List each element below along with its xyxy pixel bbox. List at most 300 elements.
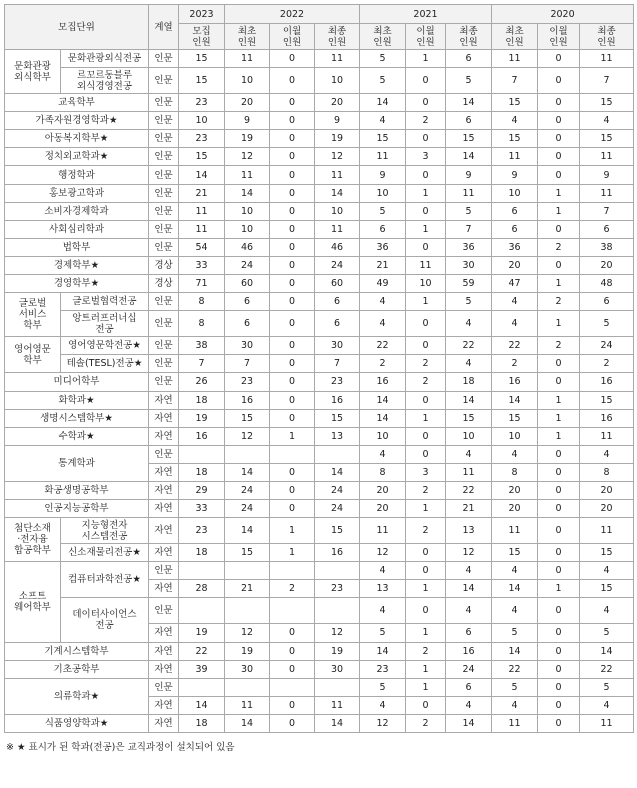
value-cell: 14	[315, 184, 360, 202]
table-row	[5, 220, 634, 238]
group-cell: 글로벌 서비스 학부	[5, 293, 61, 337]
value-cell: 11	[315, 696, 360, 714]
value-cell: 4	[580, 598, 634, 624]
value-cell: 2	[406, 481, 446, 499]
value-cell: 2	[406, 714, 446, 732]
value-cell: 11	[406, 256, 446, 274]
value-cell: 4	[492, 562, 538, 580]
value-cell: 0	[406, 427, 446, 445]
table-row	[5, 427, 634, 445]
value-cell: 9	[315, 112, 360, 130]
value-cell: 0	[538, 696, 580, 714]
value-cell: 0	[270, 238, 315, 256]
value-cell: 20	[580, 256, 634, 274]
track-cell: 자연	[149, 481, 179, 499]
value-cell: 14	[225, 463, 270, 481]
value-cell: 21	[179, 184, 225, 202]
value-cell: 6	[446, 50, 492, 68]
value-cell: 2	[538, 238, 580, 256]
value-cell: 5	[446, 68, 492, 94]
value-cell: 13	[315, 427, 360, 445]
value-cell: 11	[360, 518, 406, 544]
value-cell: 2	[580, 355, 634, 373]
value-cell: 14	[360, 409, 406, 427]
value-cell	[270, 598, 315, 624]
table-row	[5, 562, 634, 580]
track-cell: 인문	[149, 311, 179, 337]
table-row	[5, 373, 634, 391]
value-cell: 36	[492, 238, 538, 256]
value-cell: 24	[225, 256, 270, 274]
value-cell: 0	[538, 678, 580, 696]
table-row	[5, 130, 634, 148]
value-cell: 59	[446, 275, 492, 293]
value-cell	[179, 562, 225, 580]
track-cell: 자연	[149, 580, 179, 598]
value-cell: 1	[538, 391, 580, 409]
value-cell: 19	[315, 642, 360, 660]
value-cell: 10	[225, 68, 270, 94]
value-cell: 15	[580, 580, 634, 598]
track-cell: 자연	[149, 624, 179, 642]
value-cell: 4	[360, 293, 406, 311]
value-cell: 11	[492, 518, 538, 544]
track-cell: 인문	[149, 445, 179, 463]
dept-cell: 정치외교학과★	[5, 148, 149, 166]
value-cell: 30	[315, 337, 360, 355]
value-cell: 11	[446, 463, 492, 481]
table-row	[5, 481, 634, 499]
value-cell: 14	[315, 463, 360, 481]
table-row	[5, 445, 634, 463]
value-cell: 22	[446, 481, 492, 499]
value-cell: 14	[225, 518, 270, 544]
table-row	[5, 293, 634, 311]
value-cell: 0	[270, 94, 315, 112]
value-cell: 15	[179, 148, 225, 166]
value-cell: 4	[492, 598, 538, 624]
value-cell: 4	[446, 562, 492, 580]
value-cell: 24	[225, 500, 270, 518]
value-cell: 1	[406, 293, 446, 311]
value-cell: 5	[360, 624, 406, 642]
value-cell: 36	[446, 238, 492, 256]
value-cell: 23	[360, 660, 406, 678]
value-cell: 20	[492, 256, 538, 274]
value-cell: 4	[580, 562, 634, 580]
value-cell: 6	[580, 293, 634, 311]
table-body	[5, 50, 634, 733]
value-cell: 11	[492, 714, 538, 732]
value-cell: 2	[270, 580, 315, 598]
value-cell: 0	[270, 184, 315, 202]
value-cell: 4	[446, 696, 492, 714]
value-cell: 14	[225, 184, 270, 202]
value-cell: 14	[360, 391, 406, 409]
value-cell: 1	[538, 184, 580, 202]
value-cell: 0	[538, 518, 580, 544]
value-cell: 8	[179, 311, 225, 337]
track-cell: 자연	[149, 391, 179, 409]
value-cell: 0	[270, 275, 315, 293]
value-cell: 1	[406, 50, 446, 68]
value-cell: 12	[360, 714, 406, 732]
value-cell: 1	[538, 409, 580, 427]
value-cell: 0	[270, 696, 315, 714]
value-cell: 11	[179, 202, 225, 220]
value-cell: 0	[270, 373, 315, 391]
value-cell: 20	[580, 481, 634, 499]
value-cell	[315, 598, 360, 624]
value-cell: 4	[446, 598, 492, 624]
value-cell: 2	[406, 642, 446, 660]
value-cell: 0	[270, 463, 315, 481]
track-cell: 인문	[149, 355, 179, 373]
value-cell: 39	[179, 660, 225, 678]
value-cell: 16	[315, 391, 360, 409]
value-cell: 6	[315, 311, 360, 337]
value-cell: 2	[492, 355, 538, 373]
track-cell: 인문	[149, 166, 179, 184]
value-cell: 1	[406, 624, 446, 642]
subheader-2023-quota: 모집 인원	[179, 24, 225, 50]
value-cell: 7	[492, 68, 538, 94]
dept-cell: 테솔(TESL)전공★	[61, 355, 149, 373]
value-cell: 1	[406, 660, 446, 678]
value-cell: 30	[315, 660, 360, 678]
value-cell: 0	[270, 112, 315, 130]
dept-cell: 아동복지학부★	[5, 130, 149, 148]
track-cell: 자연	[149, 714, 179, 732]
value-cell: 22	[492, 337, 538, 355]
value-cell: 20	[492, 500, 538, 518]
value-cell: 0	[406, 598, 446, 624]
value-cell: 1	[538, 427, 580, 445]
value-cell: 18	[179, 544, 225, 562]
value-cell: 11	[225, 166, 270, 184]
value-cell: 0	[270, 293, 315, 311]
table-row	[5, 598, 634, 624]
value-cell: 15	[225, 544, 270, 562]
value-cell: 4	[360, 311, 406, 337]
dept-cell: 법학부	[5, 238, 149, 256]
track-cell: 인문	[149, 598, 179, 624]
value-cell: 0	[270, 409, 315, 427]
value-cell: 0	[538, 463, 580, 481]
value-cell: 5	[446, 293, 492, 311]
value-cell: 6	[225, 293, 270, 311]
value-cell: 14	[446, 94, 492, 112]
value-cell: 23	[179, 518, 225, 544]
value-cell: 1	[538, 202, 580, 220]
value-cell: 2	[538, 337, 580, 355]
dept-cell: 화학과★	[5, 391, 149, 409]
dept-cell: 경제학부★	[5, 256, 149, 274]
track-cell: 자연	[149, 642, 179, 660]
value-cell: 16	[225, 391, 270, 409]
value-cell: 4	[492, 293, 538, 311]
value-cell: 21	[360, 256, 406, 274]
value-cell: 15	[492, 130, 538, 148]
value-cell: 60	[225, 275, 270, 293]
value-cell: 0	[270, 500, 315, 518]
value-cell: 5	[580, 624, 634, 642]
value-cell: 2	[406, 518, 446, 544]
value-cell: 2	[406, 373, 446, 391]
value-cell: 48	[580, 275, 634, 293]
value-cell: 15	[446, 130, 492, 148]
value-cell: 0	[538, 714, 580, 732]
header-unit: 모집단위	[5, 5, 149, 50]
value-cell: 0	[406, 562, 446, 580]
value-cell: 5	[446, 202, 492, 220]
value-cell: 15	[315, 518, 360, 544]
group-cell: 소프트 웨어학부	[5, 562, 61, 642]
dept-cell: 앙트러프러너십 전공	[61, 311, 149, 337]
table-row	[5, 112, 634, 130]
value-cell: 0	[538, 94, 580, 112]
value-cell: 11	[360, 148, 406, 166]
dept-cell: 경영학부★	[5, 275, 149, 293]
subheader-2020-initial: 최초 인원	[492, 24, 538, 50]
value-cell: 14	[225, 714, 270, 732]
value-cell: 20	[225, 94, 270, 112]
value-cell: 12	[225, 148, 270, 166]
value-cell: 19	[179, 409, 225, 427]
value-cell: 19	[179, 624, 225, 642]
value-cell: 11	[225, 696, 270, 714]
value-cell: 3	[406, 463, 446, 481]
value-cell: 14	[315, 714, 360, 732]
value-cell	[179, 678, 225, 696]
value-cell: 1	[270, 544, 315, 562]
value-cell: 14	[580, 642, 634, 660]
value-cell: 1	[406, 184, 446, 202]
dept-cell: 수학과★	[5, 427, 149, 445]
value-cell: 22	[360, 337, 406, 355]
value-cell: 18	[446, 373, 492, 391]
value-cell: 12	[315, 148, 360, 166]
value-cell: 11	[179, 220, 225, 238]
dept-cell: 식품영양학과★	[5, 714, 149, 732]
value-cell: 0	[406, 696, 446, 714]
track-cell: 자연	[149, 660, 179, 678]
dept-cell: 기초공학부	[5, 660, 149, 678]
value-cell	[225, 678, 270, 696]
value-cell: 14	[492, 391, 538, 409]
value-cell: 0	[270, 311, 315, 337]
value-cell: 2	[406, 355, 446, 373]
value-cell: 0	[406, 202, 446, 220]
value-cell: 14	[492, 642, 538, 660]
group-cell: 첨단소재 ·전자융 합공학부	[5, 518, 61, 562]
value-cell: 0	[538, 112, 580, 130]
track-cell: 인문	[149, 50, 179, 68]
subheader-2021-carryover: 이월 인원	[406, 24, 446, 50]
value-cell: 0	[270, 355, 315, 373]
value-cell: 9	[492, 166, 538, 184]
value-cell: 15	[580, 544, 634, 562]
value-cell	[315, 445, 360, 463]
value-cell: 0	[270, 130, 315, 148]
value-cell: 4	[360, 696, 406, 714]
value-cell: 7	[580, 202, 634, 220]
value-cell: 9	[225, 112, 270, 130]
value-cell: 0	[538, 660, 580, 678]
dept-cell: 생명시스템학부★	[5, 409, 149, 427]
value-cell: 9	[446, 166, 492, 184]
value-cell: 0	[270, 624, 315, 642]
value-cell: 11	[580, 518, 634, 544]
track-cell: 경상	[149, 275, 179, 293]
dept-cell: 컴퓨터과학전공★	[61, 562, 149, 598]
track-cell: 인문	[149, 373, 179, 391]
footnote: ※ ★ 표시가 된 학과(전공)은 교직과정이 설치되어 있음	[6, 742, 235, 753]
group-cell: 영어영문 학부	[5, 337, 61, 373]
value-cell: 5	[360, 68, 406, 94]
header-year-2020: 2020	[492, 5, 634, 24]
value-cell: 4	[580, 696, 634, 714]
value-cell: 46	[225, 238, 270, 256]
value-cell: 15	[315, 409, 360, 427]
value-cell: 1	[270, 427, 315, 445]
value-cell: 1	[406, 409, 446, 427]
value-cell: 0	[538, 148, 580, 166]
value-cell: 14	[446, 148, 492, 166]
table-row	[5, 166, 634, 184]
value-cell: 0	[270, 256, 315, 274]
value-cell: 15	[179, 68, 225, 94]
track-cell: 인문	[149, 112, 179, 130]
table-row	[5, 355, 634, 373]
dept-cell: 르꼬르동블루 외식경영전공	[61, 68, 149, 94]
value-cell: 47	[492, 275, 538, 293]
header-year-2021: 2021	[360, 5, 492, 24]
value-cell: 15	[580, 391, 634, 409]
value-cell: 1	[406, 220, 446, 238]
value-cell: 6	[225, 311, 270, 337]
value-cell: 19	[315, 130, 360, 148]
value-cell: 5	[360, 678, 406, 696]
value-cell: 15	[360, 130, 406, 148]
value-cell: 24	[446, 660, 492, 678]
value-cell	[225, 445, 270, 463]
dept-cell: 영어영문학전공★	[61, 337, 149, 355]
dept-cell: 의류학과★	[5, 678, 149, 714]
value-cell: 11	[492, 50, 538, 68]
dept-cell: 행정학과	[5, 166, 149, 184]
value-cell	[225, 562, 270, 580]
value-cell: 18	[179, 463, 225, 481]
value-cell: 0	[538, 500, 580, 518]
dept-cell: 지능형전자 시스템전공	[61, 518, 149, 544]
subheader-2022-carryover: 이월 인원	[270, 24, 315, 50]
value-cell: 0	[538, 481, 580, 499]
value-cell: 5	[580, 311, 634, 337]
track-cell: 인문	[149, 94, 179, 112]
value-cell: 0	[538, 624, 580, 642]
value-cell: 0	[406, 166, 446, 184]
track-cell: 인문	[149, 238, 179, 256]
dept-cell: 홍보광고학과	[5, 184, 149, 202]
value-cell: 0	[406, 544, 446, 562]
value-cell	[225, 598, 270, 624]
value-cell: 38	[580, 238, 634, 256]
value-cell: 22	[492, 660, 538, 678]
track-cell: 자연	[149, 463, 179, 481]
value-cell: 0	[538, 562, 580, 580]
table-row	[5, 68, 634, 94]
value-cell	[315, 562, 360, 580]
table-row	[5, 275, 634, 293]
value-cell: 10	[360, 427, 406, 445]
subheader-2021-final: 최종 인원	[446, 24, 492, 50]
value-cell	[270, 678, 315, 696]
value-cell: 20	[315, 94, 360, 112]
value-cell: 15	[580, 94, 634, 112]
dept-cell: 문화관광외식전공	[61, 50, 149, 68]
value-cell: 23	[315, 580, 360, 598]
value-cell: 4	[492, 311, 538, 337]
value-cell: 10	[360, 184, 406, 202]
subheader-2020-final: 최종 인원	[580, 24, 634, 50]
subheader-2022-final: 최종 인원	[315, 24, 360, 50]
value-cell: 9	[360, 166, 406, 184]
value-cell: 0	[538, 373, 580, 391]
value-cell: 14	[446, 714, 492, 732]
value-cell: 1	[538, 275, 580, 293]
value-cell: 0	[270, 220, 315, 238]
value-cell: 28	[179, 580, 225, 598]
value-cell: 11	[580, 427, 634, 445]
track-cell: 자연	[149, 409, 179, 427]
subheader-2020-carryover: 이월 인원	[538, 24, 580, 50]
value-cell: 20	[492, 481, 538, 499]
value-cell: 11	[315, 220, 360, 238]
value-cell: 23	[315, 373, 360, 391]
table-row	[5, 391, 634, 409]
value-cell: 1	[406, 500, 446, 518]
value-cell	[315, 678, 360, 696]
value-cell: 8	[179, 293, 225, 311]
header-year-2022: 2022	[225, 5, 360, 24]
value-cell: 3	[406, 148, 446, 166]
value-cell: 0	[270, 166, 315, 184]
value-cell: 8	[492, 463, 538, 481]
value-cell: 0	[538, 598, 580, 624]
value-cell: 0	[406, 68, 446, 94]
value-cell: 2	[360, 355, 406, 373]
value-cell	[270, 562, 315, 580]
value-cell: 0	[270, 714, 315, 732]
value-cell: 9	[580, 166, 634, 184]
value-cell: 49	[360, 275, 406, 293]
value-cell: 14	[179, 166, 225, 184]
value-cell: 24	[315, 500, 360, 518]
value-cell: 1	[270, 518, 315, 544]
value-cell: 13	[446, 518, 492, 544]
value-cell: 30	[225, 660, 270, 678]
value-cell: 12	[225, 624, 270, 642]
table-row	[5, 50, 634, 68]
table-header	[5, 5, 634, 50]
admission-table	[4, 4, 634, 733]
track-cell: 인문	[149, 293, 179, 311]
value-cell: 0	[406, 391, 446, 409]
value-cell: 0	[538, 256, 580, 274]
track-cell: 인문	[149, 337, 179, 355]
value-cell: 15	[179, 50, 225, 68]
